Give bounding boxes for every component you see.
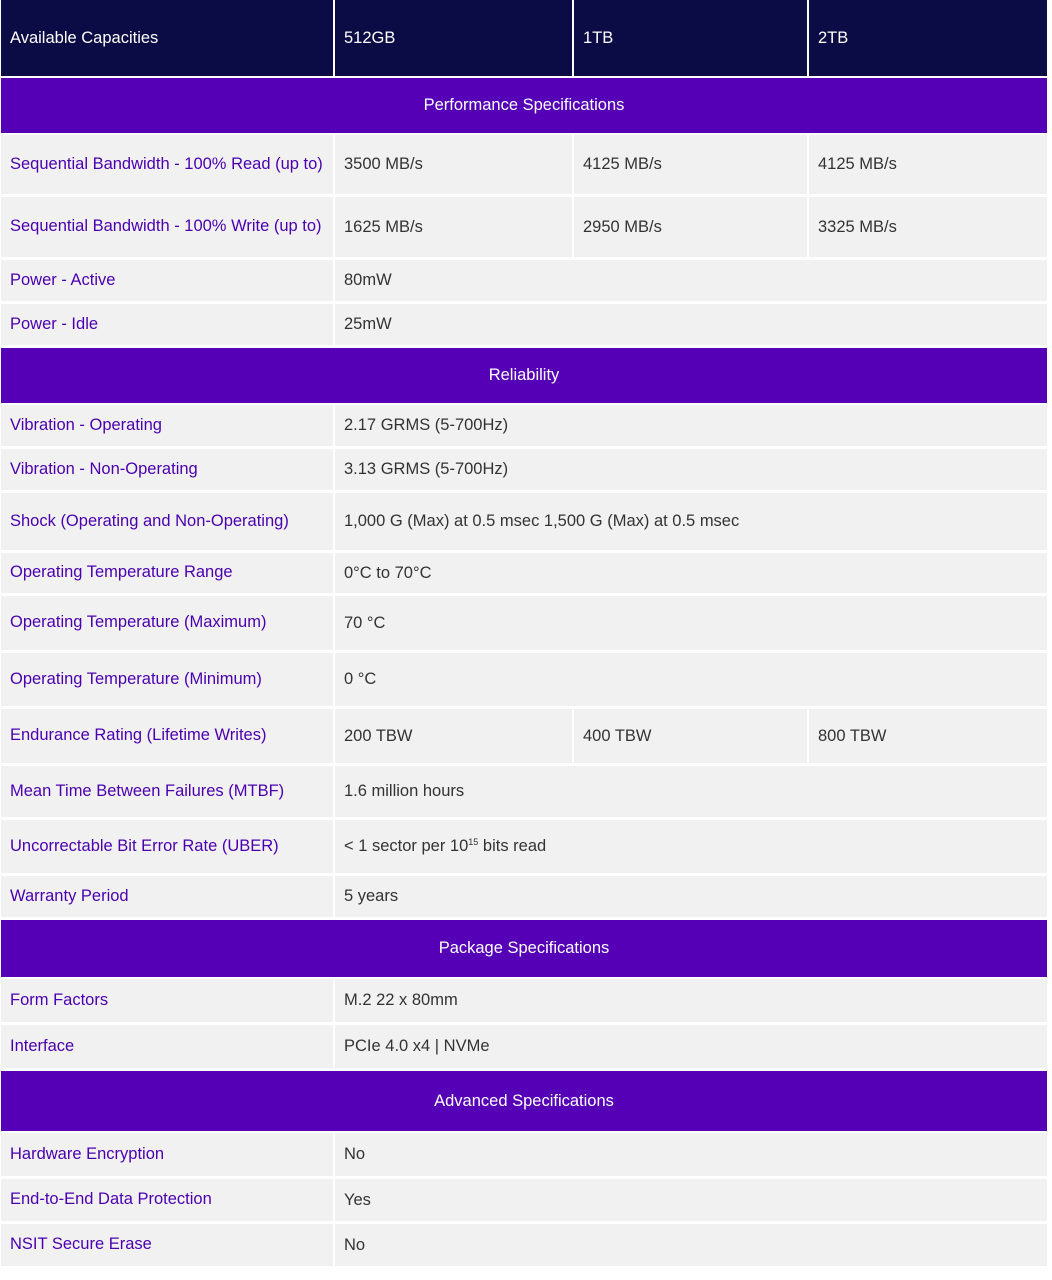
uber-suffix: bits read (478, 837, 547, 855)
spec-label-temp-min: Operating Temperature (Minimum) (1, 653, 333, 709)
capacity-512gb: 512GB (333, 0, 572, 78)
spec-value-write-1tb: 2950 MB/s (572, 197, 807, 260)
spec-row-hardware-encryption (1, 1133, 1047, 1179)
spec-table (1, 0, 1047, 1269)
spec-row-temp-max (1, 596, 1047, 653)
spec-row-shock (1, 493, 1047, 553)
spec-value-warranty: 5 years (333, 876, 1047, 920)
spec-row-write (1, 197, 1047, 260)
spec-label-write: Sequential Bandwidth - 100% Write (up to) (1, 197, 333, 260)
spec-value-form-factors: M.2 22 x 80mm (333, 979, 1047, 1025)
section-header-performance (1, 78, 1047, 135)
spec-row-uber (1, 820, 1047, 876)
spec-row-temp-min (1, 653, 1047, 709)
spec-label-mtbf: Mean Time Between Failures (MTBF) (1, 766, 333, 820)
spec-value-endurance-2tb: 800 TBW (807, 709, 1047, 766)
spec-value-temp-range: 0°C to 70°C (333, 553, 1047, 596)
spec-row-power-active (1, 260, 1047, 304)
section-title-performance: Performance Specifications (1, 78, 1047, 135)
spec-value-endurance-1tb: 400 TBW (572, 709, 807, 766)
uber-exponent: 15 (468, 837, 479, 847)
spec-label-hardware-encryption: Hardware Encryption (1, 1133, 333, 1179)
section-title-advanced: Advanced Specifications (1, 1071, 1047, 1133)
spec-label-warranty: Warranty Period (1, 876, 333, 920)
uber-prefix: < 1 sector per 10 (344, 837, 469, 855)
spec-value-write-512gb: 1625 MB/s (333, 197, 572, 260)
spec-value-hardware-encryption: No (333, 1133, 1047, 1179)
spec-value-write-2tb: 3325 MB/s (807, 197, 1047, 260)
spec-label-nsit-secure-erase: NSIT Secure Erase (1, 1224, 333, 1269)
spec-value-read-1tb: 4125 MB/s (572, 135, 807, 197)
section-title-reliability: Reliability (1, 348, 1047, 405)
spec-label-e2e-protection: End-to-End Data Protection (1, 1179, 333, 1224)
capacity-header-row (1, 0, 1047, 78)
capacity-2tb: 2TB (807, 0, 1047, 78)
section-header-package (1, 920, 1047, 979)
spec-value-endurance-512gb: 200 TBW (333, 709, 572, 766)
spec-row-vibration-non-operating (1, 449, 1047, 493)
spec-row-mtbf (1, 766, 1047, 820)
spec-label-endurance: Endurance Rating (Lifetime Writes) (1, 709, 333, 766)
section-header-advanced (1, 1071, 1047, 1133)
spec-row-endurance (1, 709, 1047, 766)
spec-label-interface: Interface (1, 1025, 333, 1071)
spec-label-form-factors: Form Factors (1, 979, 333, 1025)
spec-row-interface (1, 1025, 1047, 1071)
spec-value-e2e-protection: Yes (333, 1179, 1047, 1224)
spec-value-power-idle: 25mW (333, 304, 1047, 348)
spec-value-vibration-operating: 2.17 GRMS (5-700Hz) (333, 405, 1047, 449)
spec-row-temp-range (1, 553, 1047, 596)
spec-value-temp-max: 70 °C (333, 596, 1047, 653)
spec-row-power-idle (1, 304, 1047, 348)
spec-row-vibration-operating (1, 405, 1047, 449)
spec-row-form-factors (1, 979, 1047, 1025)
spec-value-nsit-secure-erase: No (333, 1224, 1047, 1269)
spec-label-vibration-non-operating: Vibration - Non-Operating (1, 449, 333, 493)
capacity-1tb: 1TB (572, 0, 807, 78)
spec-value-temp-min: 0 °C (333, 653, 1047, 709)
spec-value-mtbf: 1.6 million hours (333, 766, 1047, 820)
spec-label-shock: Shock (Operating and Non-Operating) (1, 493, 333, 553)
section-title-package: Package Specifications (1, 920, 1047, 979)
spec-value-read-2tb: 4125 MB/s (807, 135, 1047, 197)
spec-label-uber: Uncorrectable Bit Error Rate (UBER) (1, 820, 333, 876)
spec-value-power-active: 80mW (333, 260, 1047, 304)
spec-row-nsit-secure-erase (1, 1224, 1047, 1269)
spec-value-read-512gb: 3500 MB/s (333, 135, 572, 197)
spec-label-temp-range: Operating Temperature Range (1, 553, 333, 596)
spec-row-warranty (1, 876, 1047, 920)
spec-label-read: Sequential Bandwidth - 100% Read (up to) (1, 135, 333, 197)
spec-value-uber (333, 820, 1047, 876)
spec-row-e2e-protection (1, 1179, 1047, 1224)
spec-label-power-active: Power - Active (1, 260, 333, 304)
spec-row-read (1, 135, 1047, 197)
capacity-header-label: Available Capacities (1, 0, 333, 78)
spec-label-power-idle: Power - Idle (1, 304, 333, 348)
spec-value-interface: PCIe 4.0 x4 | NVMe (333, 1025, 1047, 1071)
spec-value-vibration-non-operating: 3.13 GRMS (5-700Hz) (333, 449, 1047, 493)
section-header-reliability (1, 348, 1047, 405)
spec-value-shock: 1,000 G (Max) at 0.5 msec 1,500 G (Max) at 0.5 msec (333, 493, 1047, 553)
spec-label-temp-max: Operating Temperature (Maximum) (1, 596, 333, 653)
spec-label-vibration-operating: Vibration - Operating (1, 405, 333, 449)
